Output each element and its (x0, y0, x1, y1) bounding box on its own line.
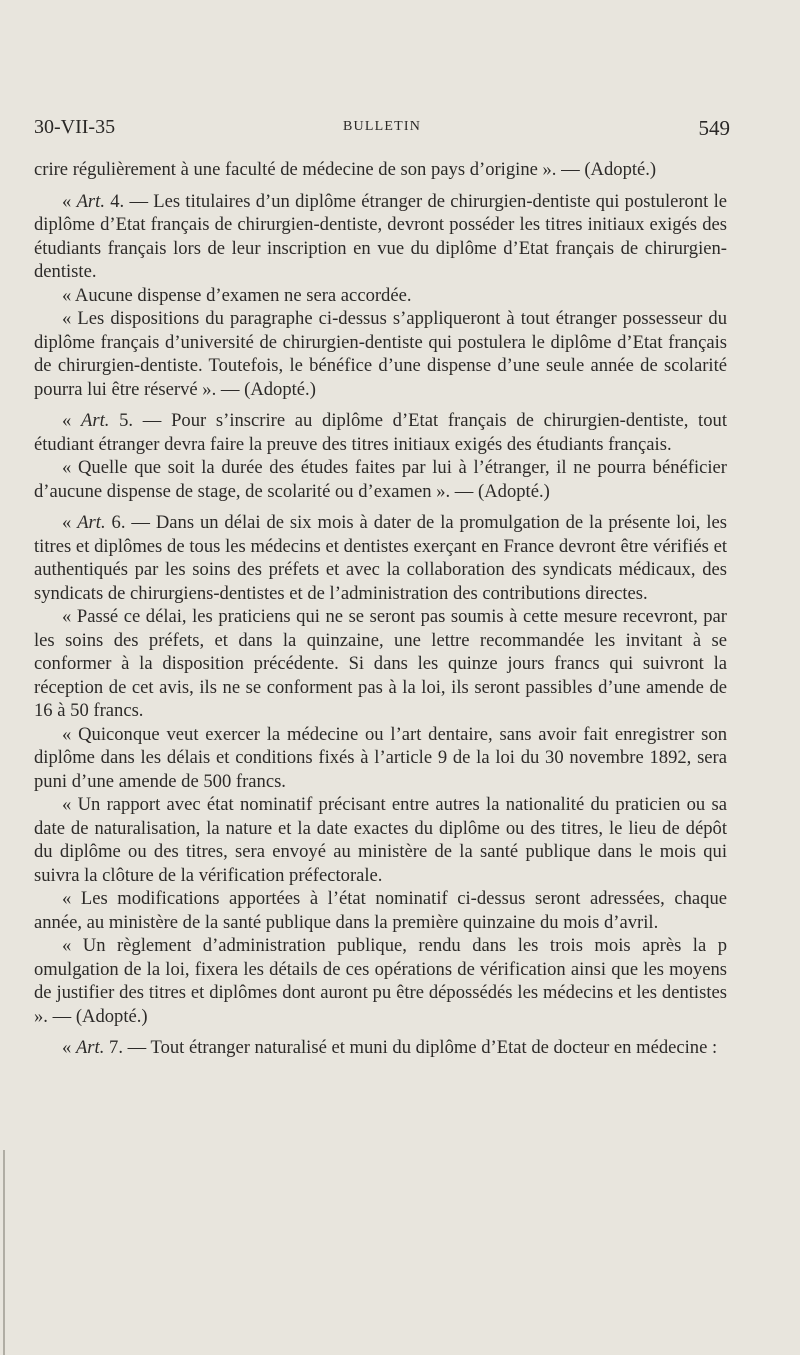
paragraph: « Quelle que soit la durée des études faites par lui à l’étranger, il ne pourra bénéficier d’aucune dispense de stage, de scolarité ou d’examen ». — (Adopté.) (34, 457, 727, 502)
page-number: 549 (698, 116, 730, 140)
article-label: Art. (77, 512, 106, 533)
paragraph-article-7: « Art. 7. — Tout étranger naturalisé et muni du diplôme d’Etat de docteur en médecine : (62, 1037, 718, 1058)
paragraph: « Aucune dispense d’examen ne sera accordée. (62, 284, 412, 306)
paragraph-article-5: « Art. 5. — Pour s’inscrire au diplôme d’Etat français de chirurgien-dentiste, tout étudiant étranger devra faire la preuve des titres initiaux exigés des étudiants français. (34, 410, 727, 455)
paragraph: « Les modifications apportées à l’état nominatif ci-dessus seront adressées, chaque année, au ministère de la santé publique dans la première quinzaine du mois d’avril. (34, 888, 728, 933)
running-header (34, 116, 730, 146)
paragraph: « Les dispositions du paragraphe ci-dessus s’appliqueront à tout étranger possesseur du diplôme français d’université de chirurgien-dentiste qui postulera le diplôme d’Etat français de chirurgien-dentiste. Toutefois, le bénéfice d’une dispense d’une seule année de scolarité pourra lui être réservé ». — (Adopté.) (34, 308, 728, 400)
paragraph: « Un règlement d’administration publique, rendu dans les trois mois après la p omulgation de la loi, fixera les détails de ces opérations de vérification ainsi que les moyens de justifier des titres et diplômes dont auront pu être dépossédés les médecins et les dentistes ». — (Adopté.) (34, 935, 727, 1027)
article-label: Art. (81, 410, 110, 431)
header-title: BULLETIN (342, 119, 422, 134)
paragraph-continuation: crire régulièrement à une faculté de médecine de son pays d’origine ». — (Adopté.) (34, 159, 657, 180)
body-text (34, 158, 727, 1060)
article-label: Art. (75, 1037, 105, 1058)
binding-edge-line (3, 1150, 5, 1355)
paragraph: « Quiconque veut exercer la médecine ou l’art dentaire, sans avoir fait enregistrer son diplôme dans les délais et conditions fixés à l’article 9 de la loi du 30 novembre 1892, sera puni d’une amende de 500 francs. (34, 723, 727, 792)
paragraph-article-6: « Art. 6. — Dans un délai de six mois à dater de la promulgation de la présente loi, les titres et diplômes de tous les médecins et dentistes exerçant en France devront être vérifiés et authentiqués par les soins des préfets et avec la collaboration des syndicats médicaux, des syndicats de chirurgiens-dentistes et de l’administration des contributions directes. (34, 512, 727, 604)
paragraph-article-4: « Art. 4. — Les titulaires d’un diplôme étranger de chirurgien-dentiste qui postuleront le diplôme d’Etat français de chirurgien-dentiste, devront posséder les titres initiaux exigés des étudiants français lors de leur inscription en vue du diplôme d’Etat français de chirurgien-dentiste. (34, 190, 727, 282)
article-label: Art. (76, 190, 105, 212)
paragraph: « Passé ce délai, les praticiens qui ne se seront pas soumis à cette mesure recevront, par les soins des préfets, et dans la quinzaine, une lettre recommandée les invitant à se conformer à la disposition précédente. Si dans les quinze jours francs qui suivront la réception de cet avis, ils ne se conforment pas à la loi, ils seront passibles d’une amende de 16 à 50 francs. (34, 606, 728, 721)
paragraph: « Un rapport avec état nominatif précisant entre autres la nationalité du praticien ou sa date de naturalisation, la nature et la date exactes du diplôme ou des titres, le lieu de dépôt du diplôme ou des titres, sera envoyé au ministère de la santé publique dans le mois qui suivra la clôture de la vérification préfectorale. (34, 794, 727, 886)
header-date: 30-VII-35 (34, 116, 116, 138)
